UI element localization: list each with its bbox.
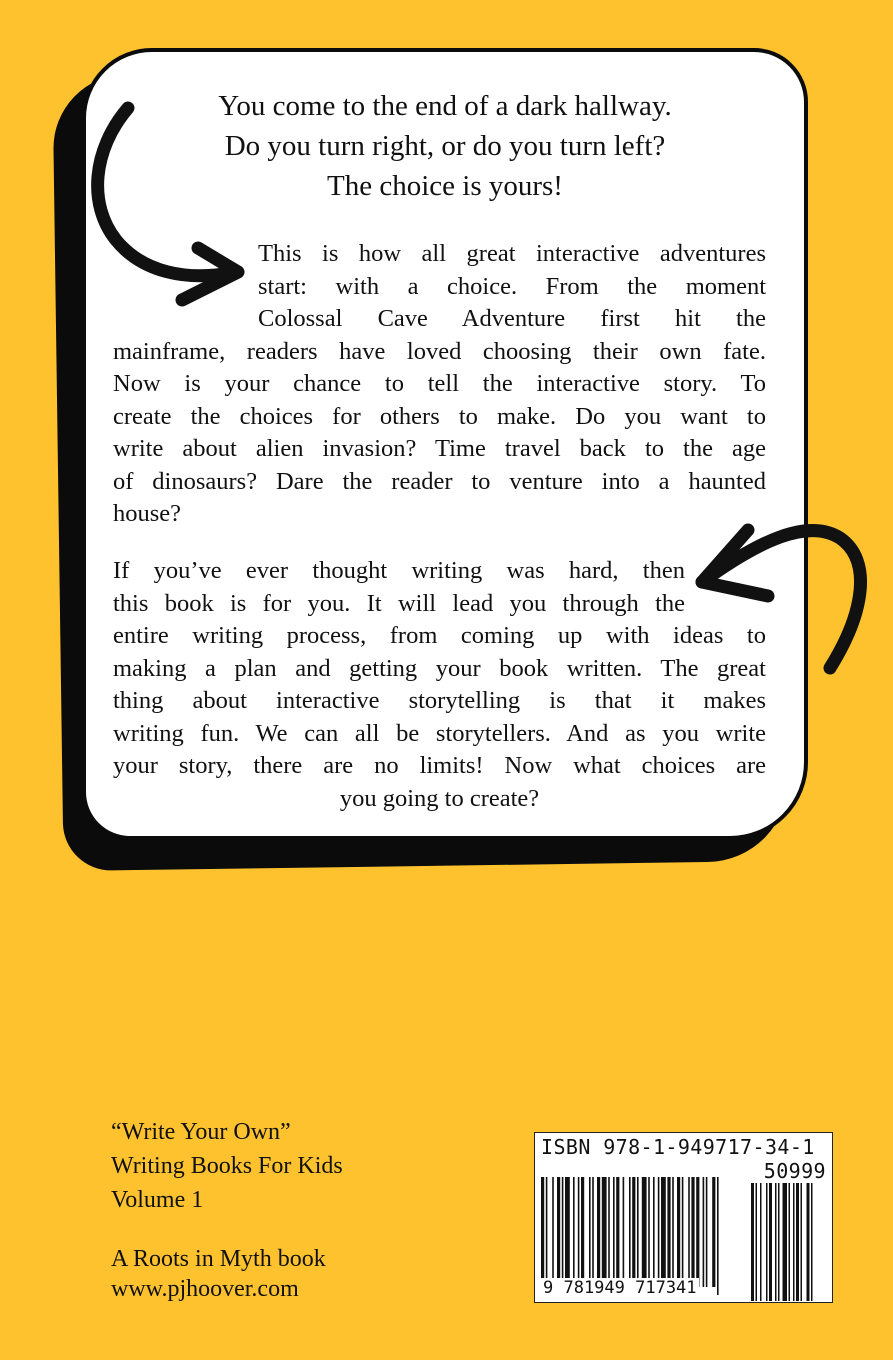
- barcode-bar: [677, 1177, 680, 1287]
- barcode-bar: [629, 1177, 631, 1287]
- barcode-bar: [756, 1183, 758, 1301]
- barcode-bar: [783, 1183, 788, 1301]
- barcode-bar: [789, 1183, 791, 1301]
- paragraph-line: write about alien invasion? Time travel back to the age: [113, 435, 766, 462]
- paragraph-line: your story, there are no limits! Now what choices are: [113, 752, 766, 779]
- price-code: 50999: [763, 1159, 826, 1183]
- headline-line: The choice is yours!: [327, 170, 563, 202]
- barcode-bar: [717, 1177, 719, 1295]
- barcode-bar: [648, 1177, 650, 1287]
- barcode-bar: [688, 1177, 690, 1287]
- paragraph-line: start: with a choice. From the moment: [258, 272, 766, 300]
- barcode-bar: [562, 1177, 564, 1287]
- barcode-bar: [775, 1183, 777, 1301]
- barcode-bar: [557, 1177, 560, 1287]
- barcode-bar: [672, 1177, 674, 1287]
- barcode-bar: [637, 1177, 639, 1287]
- barcode-bar: [760, 1183, 762, 1301]
- paragraph-line: this book is for you. It will lead you through the: [113, 589, 685, 617]
- paragraph-intro: [113, 238, 766, 531]
- barcode-bar: [642, 1177, 647, 1287]
- paragraph-line: writing fun. We can all be storytellers. And as you write: [113, 719, 766, 747]
- paragraph-description: [113, 555, 766, 815]
- paragraph-line: thing about interactive storytelling is that it makes: [113, 687, 766, 714]
- barcode-bar: [793, 1183, 795, 1301]
- series-subtitle: Writing Books For Kids: [111, 1153, 343, 1179]
- barcode-bar: [691, 1177, 694, 1287]
- paragraph-line: of dinosaurs? Dare the reader to venture into a haunted: [113, 467, 766, 495]
- barcode-bar: [796, 1183, 799, 1301]
- paragraph-line: mainframe, readers have loved choosing their own fate.: [113, 337, 766, 365]
- barcode-bar: [653, 1177, 655, 1287]
- barcode-bar: [578, 1177, 580, 1287]
- paragraph-line: making a plan and getting your book written. The great: [113, 654, 766, 682]
- barcode-bar: [706, 1177, 708, 1287]
- barcode-bar: [811, 1183, 813, 1301]
- paragraph-line: Colossal Cave Adventure first hit the: [258, 305, 766, 332]
- publisher-info: [111, 1244, 326, 1304]
- headline-line: You come to the end of a dark hallway.: [218, 90, 672, 122]
- paragraph-line: This is how all great interactive adventures: [258, 240, 766, 267]
- barcode-bar: [565, 1177, 570, 1287]
- barcode-bar: [613, 1177, 615, 1287]
- barcode-bar: [766, 1183, 768, 1301]
- paragraph-line: If you’ve ever thought writing was hard, then: [113, 557, 685, 584]
- isbn-barcode: [534, 1132, 833, 1303]
- barcode-bar: [573, 1177, 575, 1287]
- series-title: “Write Your Own”: [111, 1119, 291, 1145]
- paragraph-line: you going to create?: [339, 784, 540, 812]
- barcode-bar: [602, 1177, 607, 1287]
- barcode-bar: [712, 1177, 715, 1287]
- paragraph-line: house?: [113, 500, 182, 527]
- barcode-bar: [751, 1183, 754, 1301]
- barcode-bar: [581, 1177, 584, 1287]
- barcode-bar: [592, 1177, 594, 1287]
- barcode-bar: [682, 1177, 684, 1287]
- paragraph-line: Now is your chance to tell the interactive story. To: [113, 370, 766, 397]
- series-volume: Volume 1: [111, 1187, 204, 1213]
- publisher-name: A Roots in Myth book: [111, 1246, 326, 1272]
- barcode-number: 9 781949 717341: [543, 1278, 697, 1298]
- barcode-bar: [807, 1183, 810, 1301]
- barcode-bar: [778, 1183, 780, 1301]
- isbn-label: ISBN 978-1-949717-34-1: [541, 1135, 815, 1159]
- barcode-bar: [623, 1177, 625, 1287]
- barcode-bar: [632, 1177, 635, 1287]
- barcode-bar: [608, 1177, 610, 1287]
- barcode-bar: [589, 1177, 591, 1287]
- paragraph-line: create the choices for others to make. Do you want to: [113, 402, 766, 430]
- barcode-bar: [667, 1177, 670, 1287]
- barcode-bar: [801, 1183, 803, 1301]
- series-info: [111, 1115, 343, 1217]
- barcode-bar: [696, 1177, 699, 1287]
- barcode-bar: [661, 1177, 666, 1287]
- headline-line: Do you turn right, or do you turn left?: [224, 130, 666, 162]
- headline: [82, 86, 808, 206]
- barcode-bar: [552, 1177, 554, 1287]
- barcode-bar: [597, 1177, 600, 1287]
- barcode-bar: [616, 1177, 619, 1287]
- publisher-website: www.pjhoover.com: [111, 1276, 299, 1302]
- barcode-bar: [658, 1177, 660, 1287]
- barcode-bar: [703, 1177, 705, 1287]
- paragraph-line: entire writing process, from coming up with ideas to: [113, 622, 766, 649]
- barcode-bar: [769, 1183, 772, 1301]
